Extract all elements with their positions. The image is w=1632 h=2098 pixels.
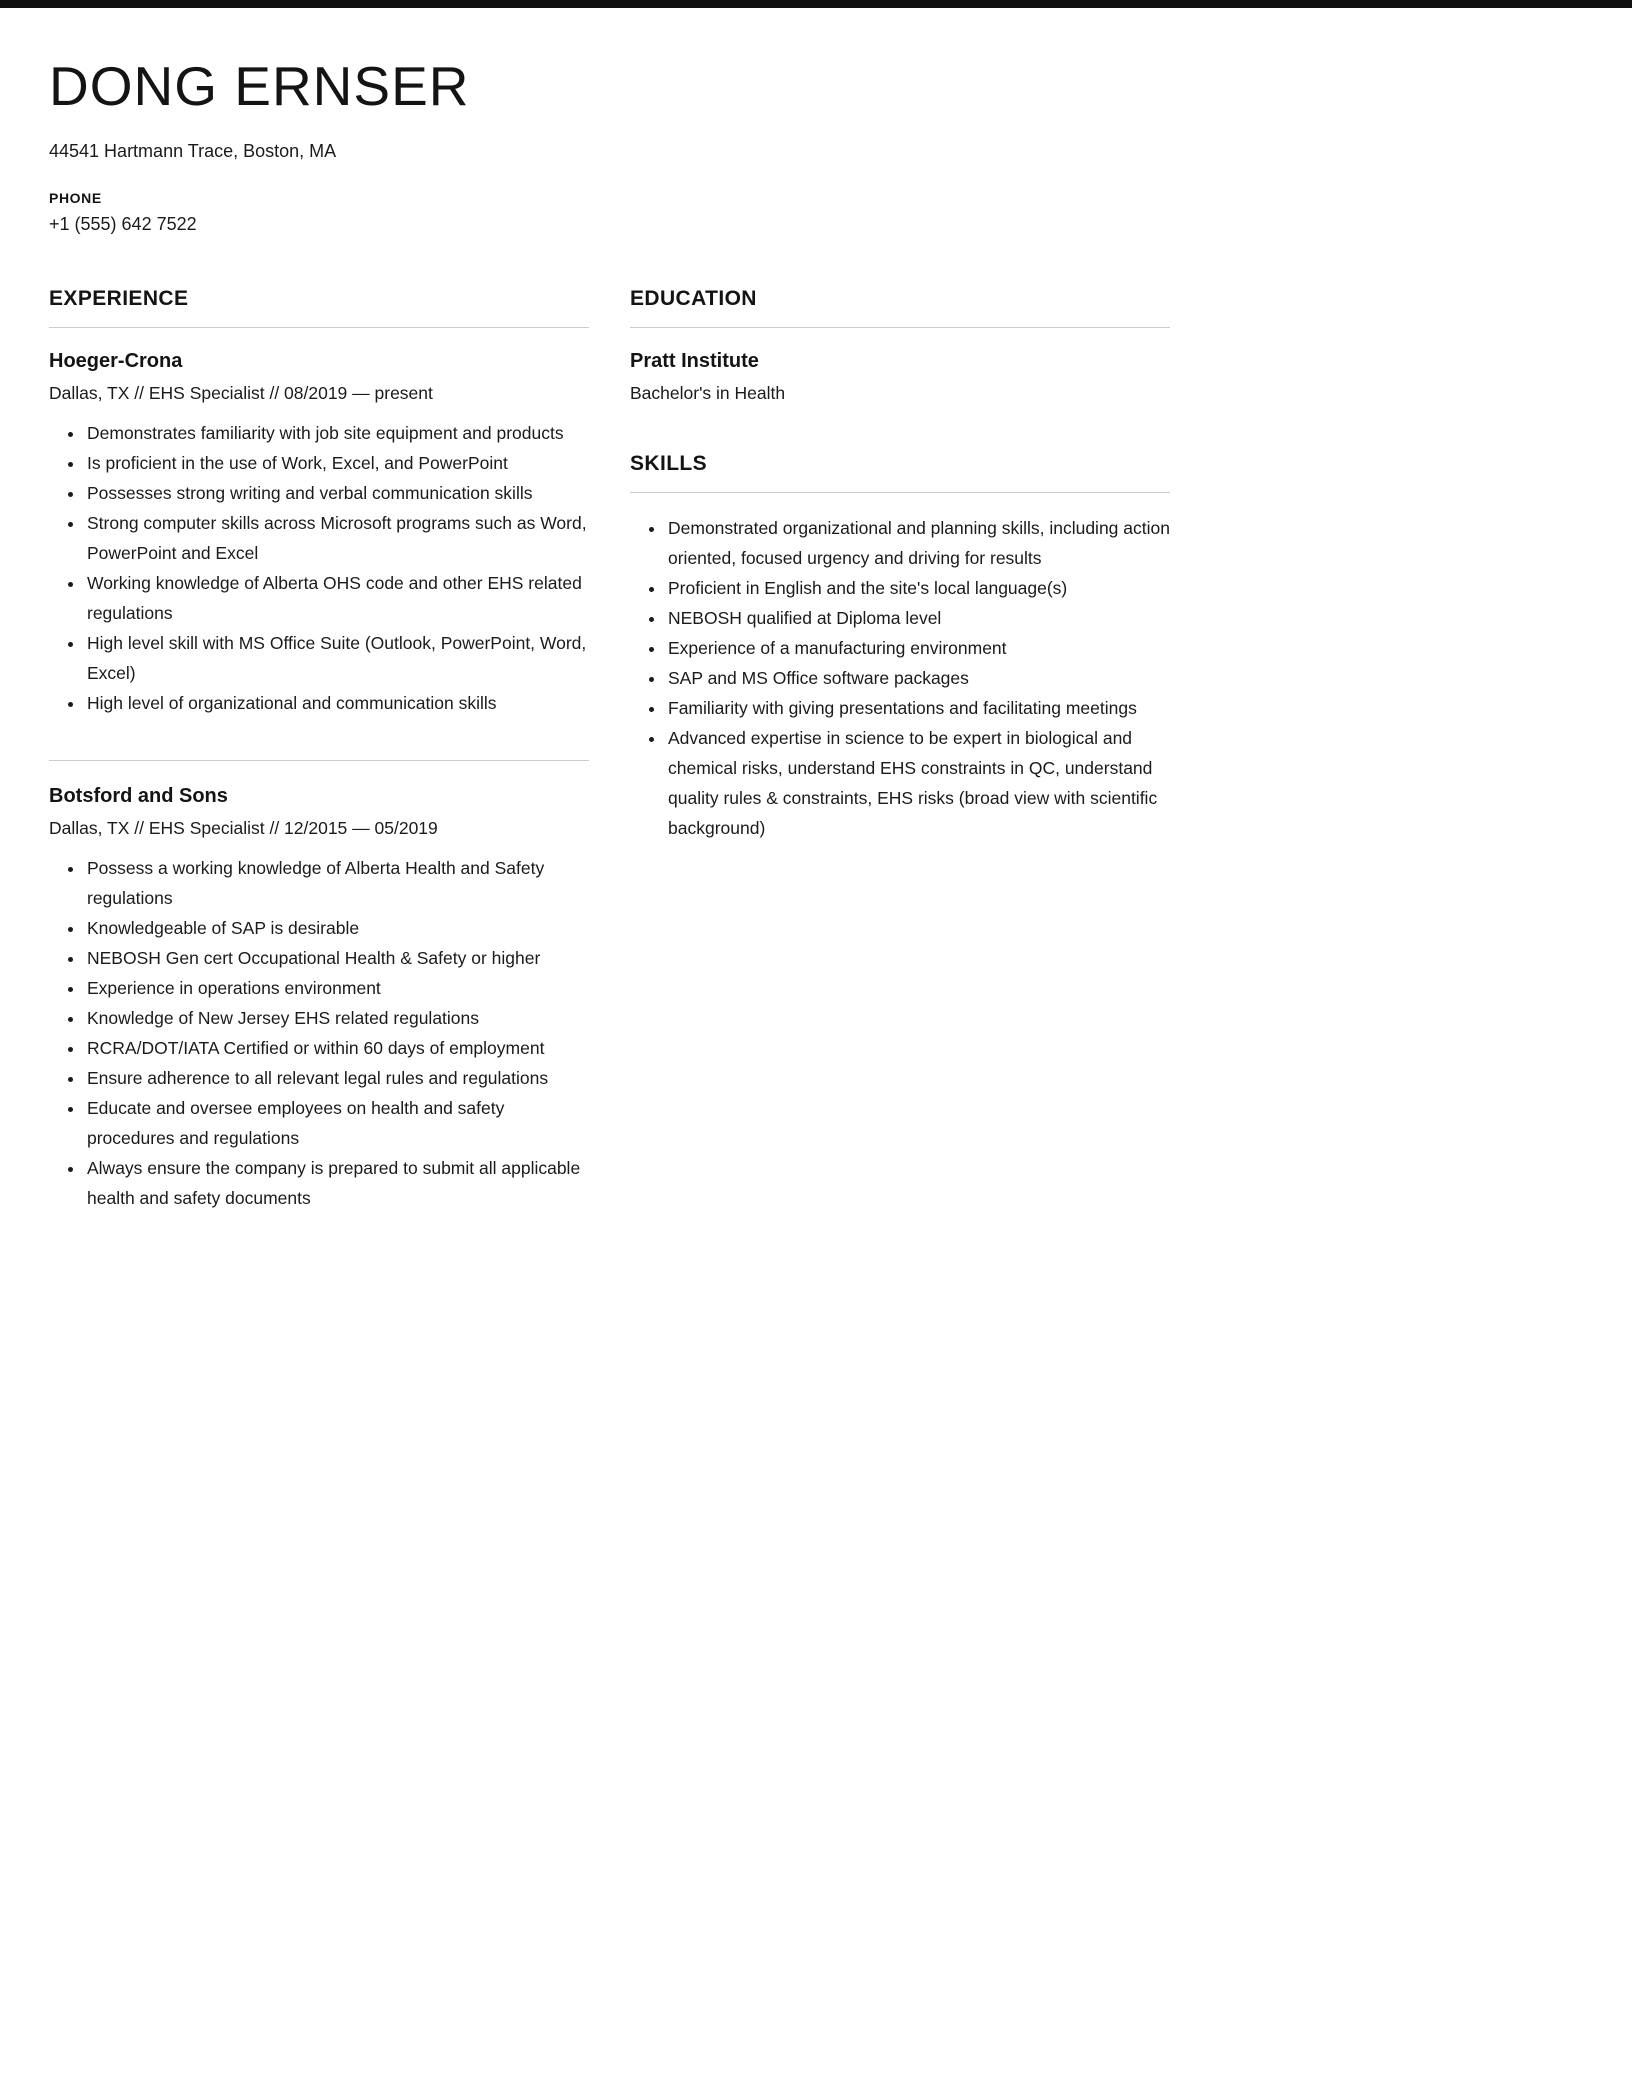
phone-number: +1 (555) 642 7522 — [49, 213, 197, 234]
bullet-item: • Knowledgeable of SAP is desirable — [85, 913, 589, 943]
bullet-item: • Ensure adherence to all relevant legal rules and regulations — [85, 1063, 589, 1093]
bullet-item: • Possesses strong writing and verbal communication skills — [85, 478, 589, 508]
bullet-item: • Experience in operations environment — [85, 973, 589, 1003]
bullet-item: • Educate and oversee employees on health and safety procedures and regulations — [85, 1093, 589, 1153]
candidate-name: DONG ERNSER — [49, 55, 470, 117]
bullet-item: • Demonstrated organizational and planning skills, including action oriented, focused urgency and driving for results — [666, 513, 1170, 573]
bullet-item: • Experience of a manufacturing environment — [666, 633, 1170, 663]
candidate-address: 44541 Hartmann Trace, Boston, MA — [49, 140, 337, 161]
job-entry-hoeger-crona — [49, 350, 589, 718]
education-heading: EDUCATION — [630, 287, 1170, 328]
bullet-item: • Always ensure the company is prepared to submit all applicable health and safety documents — [85, 1153, 589, 1213]
bullet-item: • Proficient in English and the site's local language(s) — [666, 573, 1170, 603]
bullet-item: • NEBOSH Gen cert Occupational Health & Safety or higher — [85, 943, 589, 973]
bullet-item: • Knowledge of New Jersey EHS related regulations — [85, 1003, 589, 1033]
education-entry — [630, 350, 1170, 404]
job-bullet-list — [49, 853, 589, 1213]
bullet-item: • Working knowledge of Alberta OHS code and other EHS related regulations — [85, 568, 589, 628]
bullet-item: • Strong computer skills across Microsoft programs such as Word, PowerPoint and Excel — [85, 508, 589, 568]
bullet-item: • Demonstrates familiarity with job site equipment and products — [85, 418, 589, 448]
bullet-item: • NEBOSH qualified at Diploma level — [666, 603, 1170, 633]
bullet-item: • Possess a working knowledge of Alberta Health and Safety regulations — [85, 853, 589, 913]
bullet-item: • Advanced expertise in science to be expert in biological and chemical risks, understand EHS constraints in QC, understand quality rules & constraints, EHS risks (broad view with scientific background) — [666, 723, 1170, 843]
job-meta: Dallas, TX // EHS Specialist // 08/2019 — present — [49, 382, 433, 403]
job-bullet-list — [49, 418, 589, 718]
bullet-item: • High level skill with MS Office Suite (Outlook, PowerPoint, Word, Excel) — [85, 628, 589, 688]
company-name: Hoeger-Crona — [49, 349, 183, 372]
skills-section — [630, 452, 1170, 843]
phone-label: PHONE — [49, 189, 102, 206]
skills-heading: SKILLS — [630, 452, 1170, 493]
bullet-item: • Is proficient in the use of Work, Excel, and PowerPoint — [85, 448, 589, 478]
company-name: Botsford and Sons — [49, 784, 228, 807]
experience-section — [49, 287, 589, 1213]
job-meta: Dallas, TX // EHS Specialist // 12/2015 — 05/2019 — [49, 817, 438, 838]
experience-heading: EXPERIENCE — [49, 287, 589, 328]
education-section — [630, 287, 1170, 404]
bullet-item: • RCRA/DOT/IATA Certified or within 60 days of employment — [85, 1033, 589, 1063]
resume-header — [49, 56, 1583, 235]
bullet-item: • Familiarity with giving presentations and facilitating meetings — [666, 693, 1170, 723]
resume-content — [0, 8, 1632, 1273]
bullet-item: • SAP and MS Office software packages — [666, 663, 1170, 693]
right-column — [630, 287, 1170, 843]
job-entry-botsford-and-sons — [49, 760, 589, 1213]
phone-block — [49, 190, 1583, 235]
skills-bullet-list — [630, 513, 1170, 843]
school-name: Pratt Institute — [630, 349, 759, 372]
bullet-item: • High level of organizational and communication skills — [85, 688, 589, 718]
degree-name: Bachelor's in Health — [630, 382, 786, 403]
resume-columns — [49, 287, 1583, 1213]
top-accent-bar — [0, 0, 1632, 8]
